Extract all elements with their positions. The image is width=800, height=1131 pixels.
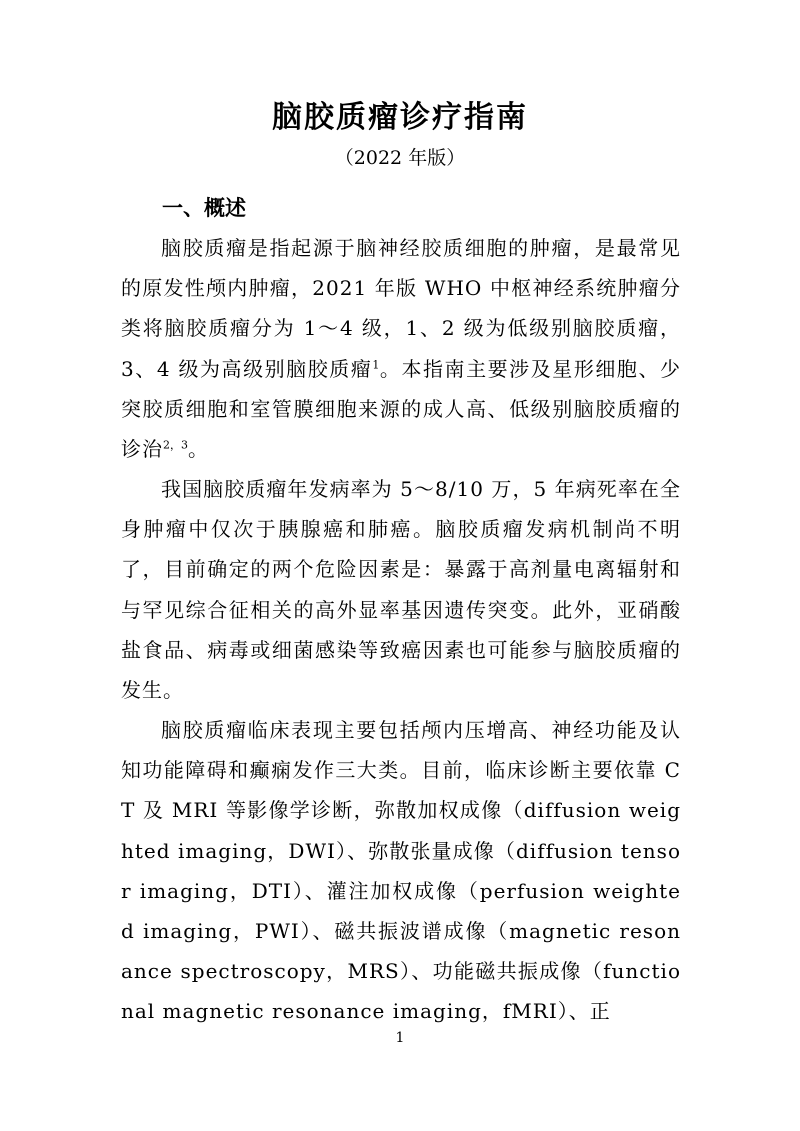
paragraph-text: 我国脑胶质瘤年发病率为 5～8/10 万，5 年病死率在全身肿瘤中仅次于胰腺癌和肺癌。脑胶质瘤发病机制尚不明了，目前确定的两个危险因素是：暴露于高剂量电离辐射和与罕见综合征相关的高外显率基因遗传突变。此外，亚硝酸盐食品、病毒或细菌感染等致癌因素也可能参与脑胶质瘤的发生。 <box>121 477 681 703</box>
section-heading: 一、概述 <box>162 196 246 220</box>
paragraph-overview-definition <box>121 228 681 469</box>
paragraph-text: 脑胶质瘤临床表现主要包括颅内压增高、神经功能及认知功能障碍和癫痫发作三大类。目前，临床诊断主要依靠 CT 及 MRI 等影像学诊断，弥散加权成像（diffusion weighted imaging，DWI）、弥散张量成像（diffusion tensor imaging，DTI）、灌注加权成像（perfusion weighted imaging，PWI）、磁共振波谱成像（magnetic resonance spectroscopy，MRS）、功能磁共振成像（functional magnetic resonance imaging，fMRI）、正 <box>121 718 681 1024</box>
paragraph-text: 。本指南主要涉及星形细胞、少突胶质细胞和室管膜细胞来源的成人高、低级别脑胶质瘤的诊治 <box>121 356 681 462</box>
page-number: 1 <box>395 1030 405 1046</box>
paragraph-clinical-presentation <box>121 710 681 1032</box>
paragraph-text: 脑胶质瘤是指起源于脑神经胶质细胞的肿瘤，是最常见的原发性颅内肿瘤，2021 年版 WHO 中枢神经系统肿瘤分类将脑胶质瘤分为 1～4 级，1、2 级为低级别脑胶质瘤，3、4 级为高级别脑胶质瘤 <box>121 236 681 381</box>
paragraph-text: 。 <box>188 437 209 462</box>
document-subtitle: （2022 年版） <box>334 147 466 169</box>
reference-superscript: 2，3 <box>163 438 188 452</box>
document-title: 脑胶质瘤诊疗指南 <box>272 100 528 135</box>
paragraph-epidemiology <box>121 469 681 710</box>
reference-superscript: 1 <box>372 357 380 371</box>
